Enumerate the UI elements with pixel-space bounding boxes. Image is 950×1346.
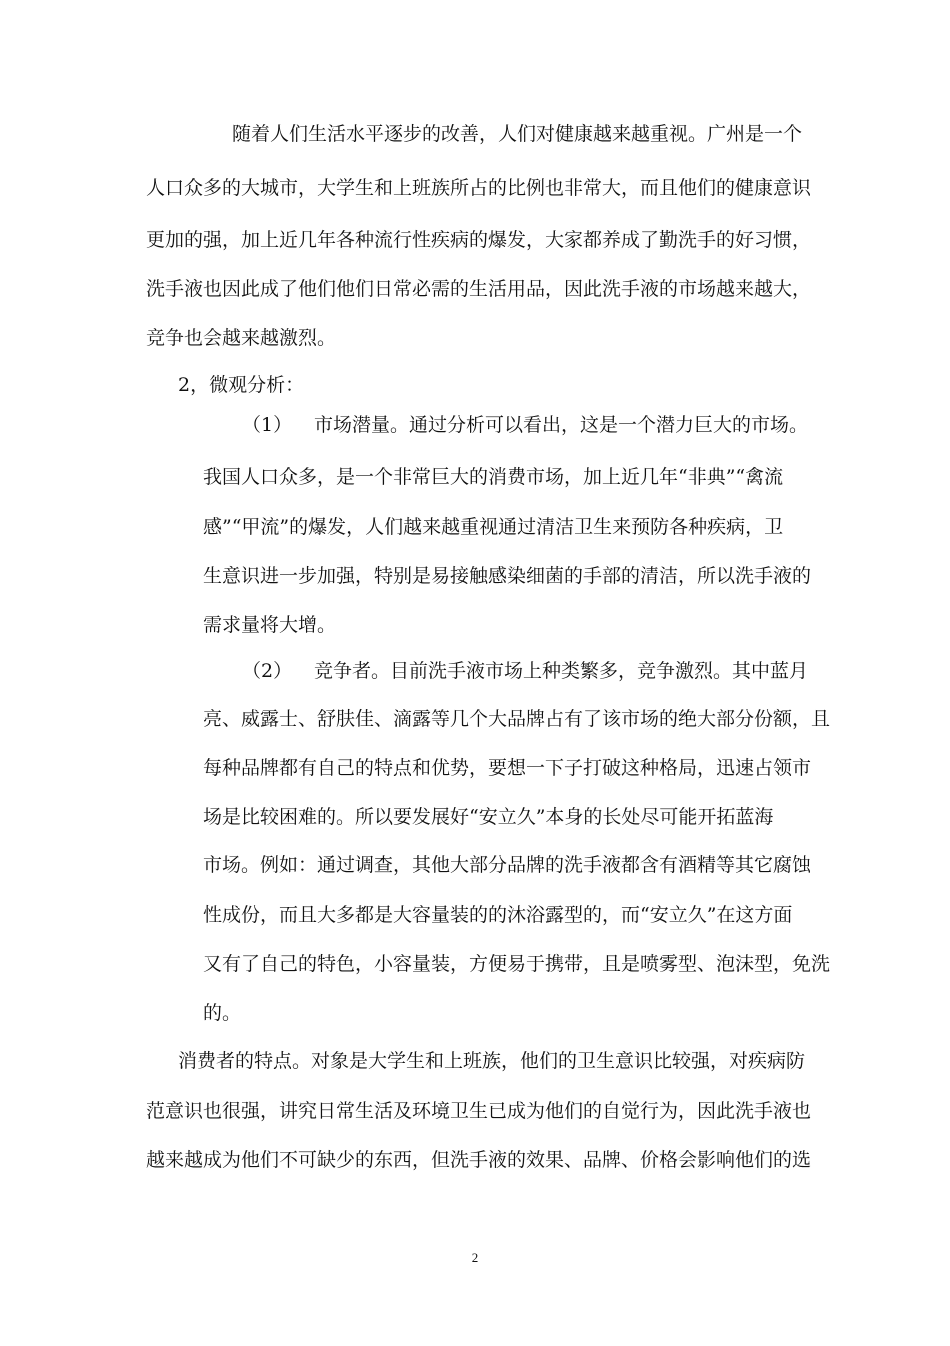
intro-line: 更加的强，加上近几年各种流行性疾病的爆发，大家都养成了勤洗手的好习惯， <box>146 229 812 251</box>
item-line: 市场潜量。通过分析可以看出，这是一个潜力巨大的市场。 <box>314 414 809 436</box>
intro-line: 随着人们生活水平逐步的改善，人们对健康越来越重视。广州是一个 <box>232 123 803 145</box>
item-line: 每种品牌都有自己的特点和优势，要想一下子打破这种格局，迅速占领市 <box>203 757 812 779</box>
item-line: 我国人口众多，是一个非常巨大的消费市场，加上近几年“非典”“禽流 <box>203 466 784 488</box>
item-line: 的。 <box>203 1002 242 1024</box>
item-line: 感”“甲流”的爆发，人们越来越重视通过清洁卫生来预防各种疾病，卫 <box>203 516 784 538</box>
section-heading: 2，微观分析： <box>178 374 305 396</box>
item-line: 竞争者。目前洗手液市场上种类繁多，竞争激烈。其中蓝月 <box>314 660 809 682</box>
consumer-line: 越来越成为他们不可缺少的东西，但洗手液的效果、品牌、价格会影响他们的选 <box>146 1149 812 1171</box>
intro-line: 洗手液也因此成了他们他们日常必需的生活用品，因此洗手液的市场越来越大， <box>146 278 812 300</box>
item-line: 又有了自己的特色，小容量装，方便易于携带，且是喷雾型、泡沫型，免洗 <box>203 953 831 975</box>
intro-line: 竞争也会越来越激烈。 <box>146 327 337 349</box>
item-line: 生意识进一步加强，特别是易接触感染细菌的手部的清洁，所以洗手液的 <box>203 565 812 587</box>
consumer-line: 消费者的特点。对象是大学生和上班族，他们的卫生意识比较强，对疾病防 <box>178 1050 806 1072</box>
intro-line: 人口众多的大城市，大学生和上班族所占的比例也非常大，而且他们的健康意识 <box>146 177 812 199</box>
item-line: 场是比较困难的。所以要发展好“安立久”本身的长处尽可能开拓蓝海 <box>203 806 774 828</box>
item-line: 市场。例如：通过调查，其他大部分品牌的洗手液都含有酒精等其它腐蚀 <box>203 854 812 876</box>
item-line: 性成份，而且大多都是大容量装的的沐浴露型的，而“安立久”在这方面 <box>203 904 793 926</box>
page-number: 2 <box>471 1250 479 1265</box>
item-line: 需求量将大增。 <box>203 614 337 636</box>
item-number: （1） <box>242 414 293 436</box>
consumer-line: 范意识也很强，讲究日常生活及环境卫生已成为他们的自觉行为，因此洗手液也 <box>146 1100 812 1122</box>
item-line: 亮、威露士、舒肤佳、滴露等几个大品牌占有了该市场的绝大部分份额，且 <box>203 708 831 730</box>
item-number: （2） <box>242 660 293 682</box>
